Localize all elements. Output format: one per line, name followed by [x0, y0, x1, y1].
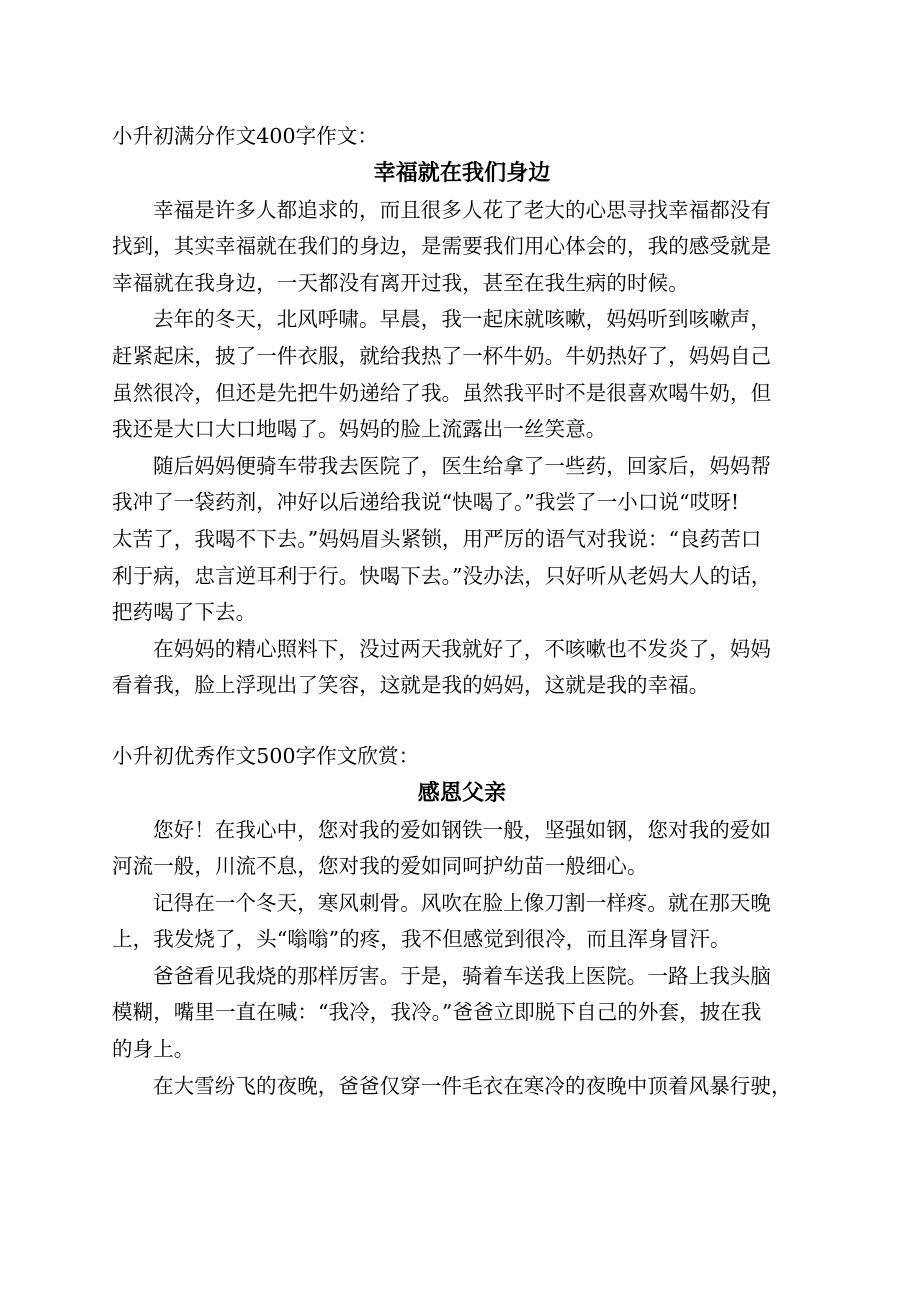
text-line: 虽然很冷，但还是先把牛奶递给了我。虽然我平时不是很喜欢喝牛奶，但	[112, 380, 772, 405]
essay-intro: 小升初优秀作文500字作文欣赏：	[112, 743, 420, 768]
text-line: 利于病，忠言逆耳利于行。快喝下去。”没办法，只好听从老妈大人的话，	[112, 563, 772, 588]
text-line: 在大雪纷飞的夜晚，爸爸仅穿一件毛衣在寒冷的夜晚中顶着风暴行驶，	[153, 1073, 792, 1098]
essay-section-1	[112, 118, 812, 704]
text-line: 我还是大口大口地喝了。妈妈的脸上流露出一丝笑意。	[112, 417, 607, 442]
essay-title: 感恩父亲	[417, 780, 507, 806]
text-line: 我冲了一袋药剂，冲好以后递给我说“快喝了。”我尝了一小口说“哎呀!	[112, 490, 740, 515]
text-line: 记得在一个冬天，寒风刺骨。风吹在脸上像刀割一样疼。就在那天晚	[153, 890, 771, 915]
document-content	[112, 118, 812, 1104]
text-line: 在妈妈的精心照料下，没过两天我就好了，不咳嗽也不发炎了，妈妈	[153, 636, 771, 661]
text-line: 您好！在我心中，您对我的爱如钢铁一般，坚强如钢，您对我的爱如	[153, 817, 771, 842]
essay-section-2	[112, 738, 812, 1104]
text-line: 河流一般，川流不息，您对我的爱如同呵护幼苗一般细心。	[112, 854, 648, 879]
text-line: 赶紧起床，披了一件衣服，就给我热了一杯牛奶。牛奶热好了，妈妈自己	[112, 343, 772, 368]
essay-paragraph	[112, 1068, 812, 1105]
text-line: 幸福是许多人都追求的，而且很多人花了老大的心思寻找幸福都没有	[153, 197, 771, 222]
text-line: 上，我发烧了，头“嗡嗡”的疼，我不但感觉到很冷，而且浑身冒汗。	[112, 927, 731, 952]
text-line: 找到，其实幸福就在我们的身边，是需要我们用心体会的，我的感受就是	[112, 234, 772, 259]
text-line: 幸福就在我身边，一天都没有离开过我，甚至在我生病的时候。	[112, 270, 689, 295]
section-spacer	[112, 704, 812, 738]
text-line: 看着我，脸上浮现出了笑容，这就是我的妈妈，这就是我的幸福。	[112, 673, 710, 698]
text-line: 随后妈妈便骑车带我去医院了，医生给拿了一些药，回家后，妈妈帮	[153, 453, 771, 478]
essay-paragraph	[112, 631, 812, 704]
text-line: 把药喝了下去。	[112, 600, 257, 625]
text-line: 爸爸看见我烧的那样厉害。于是，骑着车送我上医院。一路上我头脑	[153, 963, 771, 988]
essay-title: 幸福就在我们身边	[373, 160, 551, 186]
essay-paragraph	[112, 301, 812, 447]
essay-paragraph	[112, 448, 812, 631]
essay-intro: 小升初满分作文400字作文：	[112, 124, 379, 148]
essay-paragraph	[112, 958, 812, 1068]
essay-paragraph	[112, 192, 812, 302]
text-line: 的身上。	[112, 1037, 195, 1062]
essay-paragraph	[112, 812, 812, 885]
essay-paragraph	[112, 885, 812, 958]
text-line: 模糊，嘴里一直在喊：“我冷，我冷。”爸爸立即脱下自己的外套，披在我	[112, 1000, 762, 1025]
text-line: 太苦了，我喝不下去。”妈妈眉头紧锁，用严厉的语气对我说：“良药苦口	[112, 526, 762, 551]
text-line: 去年的冬天，北风呼啸。早晨，我一起床就咳嗽，妈妈听到咳嗽声，	[153, 307, 771, 332]
